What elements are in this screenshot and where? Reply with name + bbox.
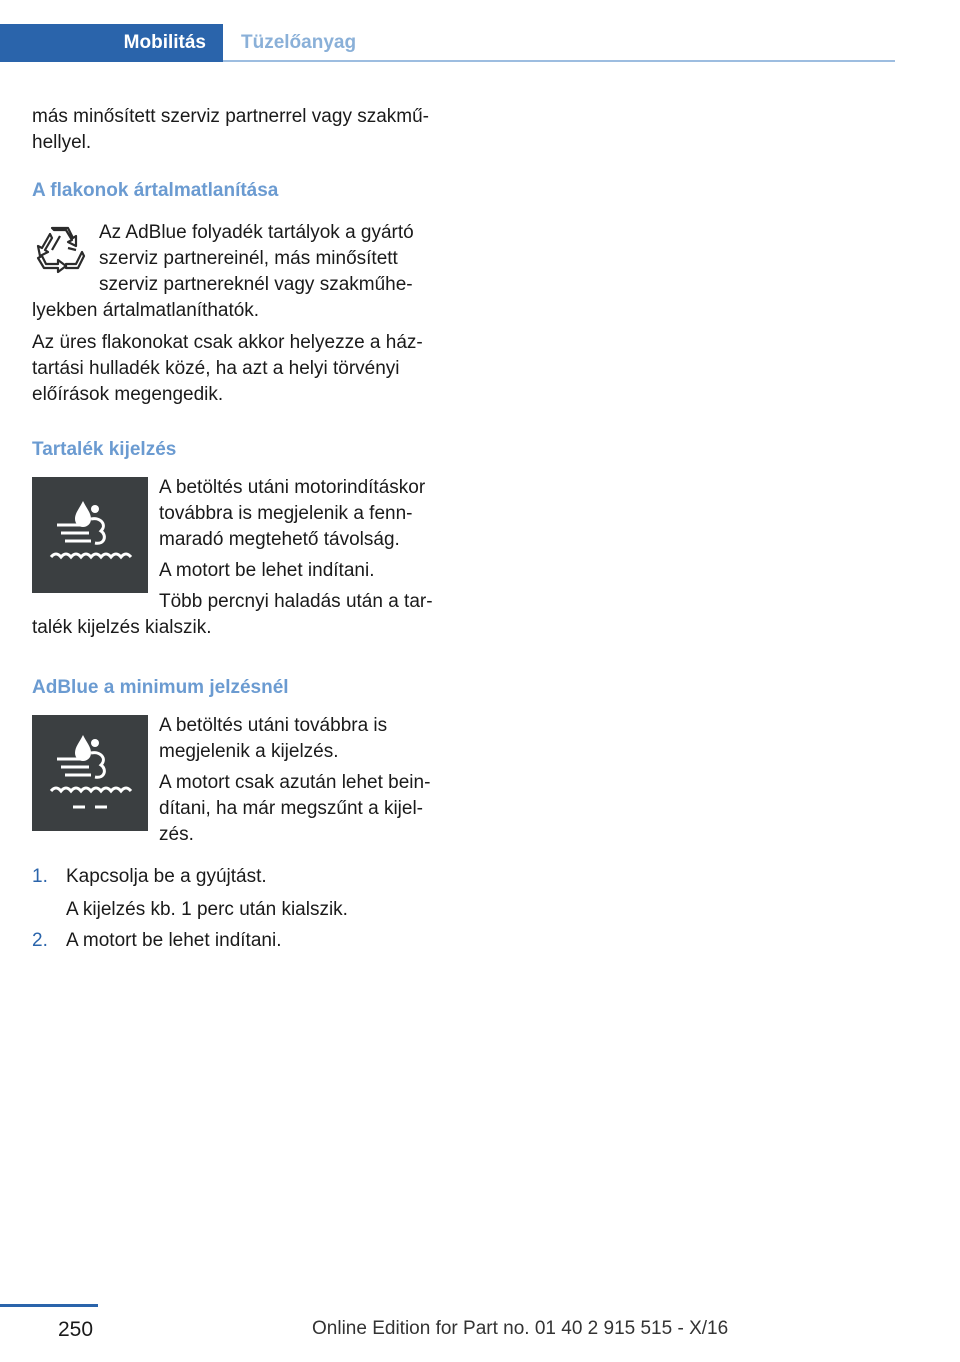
section-line: szerviz partnereinél, más minősített	[99, 248, 398, 269]
edition-text: Online Edition for Part no. 01 40 2 915 515 - X/16	[312, 1318, 729, 1339]
tab-underline	[223, 60, 895, 62]
section-line: zés.	[159, 824, 194, 845]
step-number: 2.	[32, 930, 48, 951]
page-number: 250	[58, 1318, 94, 1341]
header-tabs	[0, 24, 895, 62]
section-line: lyekben ártalmatlaníthatók.	[32, 300, 260, 321]
section-line: tartási hulladék közé, ha azt a helyi törvényi	[32, 358, 400, 379]
tab-tuzeloanyag[interactable]	[241, 24, 356, 62]
section-line: A motort csak azután lehet bein-	[159, 772, 431, 793]
section-heading: Tartalék kijelzés	[32, 439, 177, 460]
step-text: Kapcsolja be a gyújtást.	[66, 866, 267, 887]
section-heading: AdBlue a minimum jelzésnél	[32, 677, 289, 698]
step-number: 1.	[32, 866, 48, 887]
step-text: A motort be lehet indítani.	[66, 930, 282, 951]
intro-line: hellyel.	[32, 132, 92, 153]
tab-label: Tüzelőanyag	[241, 32, 357, 53]
section-line: A betöltés utáni motorindításkor	[159, 477, 426, 498]
section-heading: A flakonok ártalmatlanítása	[32, 180, 279, 201]
section-line: Több percnyi haladás után a tar-	[159, 591, 433, 612]
tab-label: Mobilitás	[123, 32, 206, 53]
section-line: Az üres flakonokat csak akkor helyezze a ház-	[32, 332, 423, 353]
section-line: talék kijelzés kialszik.	[32, 617, 212, 638]
adblue-reserve-icon	[32, 477, 148, 593]
recycle-icon	[32, 222, 88, 276]
section-line: szerviz partnereknél vagy szakműhe-	[99, 274, 413, 295]
section-line: előírások megengedik.	[32, 384, 224, 405]
footer-rule	[0, 1304, 98, 1307]
section-line: A motort be lehet indítani.	[159, 560, 375, 581]
section-line: A betöltés utáni továbbra is	[159, 715, 388, 736]
section-line: Az AdBlue folyadék tartályok a gyártó	[99, 222, 414, 243]
tab-mobilitas[interactable]	[0, 24, 223, 62]
section-line: továbbra is megjelenik a fenn-	[159, 503, 413, 524]
section-line: dítani, ha már megszűnt a kijel-	[159, 798, 424, 819]
intro-line: más minősített szerviz partnerrel vagy szakmű-	[32, 106, 430, 127]
section-line: maradó megtehető távolság.	[159, 529, 400, 550]
adblue-minimum-icon	[32, 715, 148, 831]
section-line: megjelenik a kijelzés.	[159, 741, 339, 762]
step-subtext: A kijelzés kb. 1 perc után kialszik.	[66, 899, 348, 920]
